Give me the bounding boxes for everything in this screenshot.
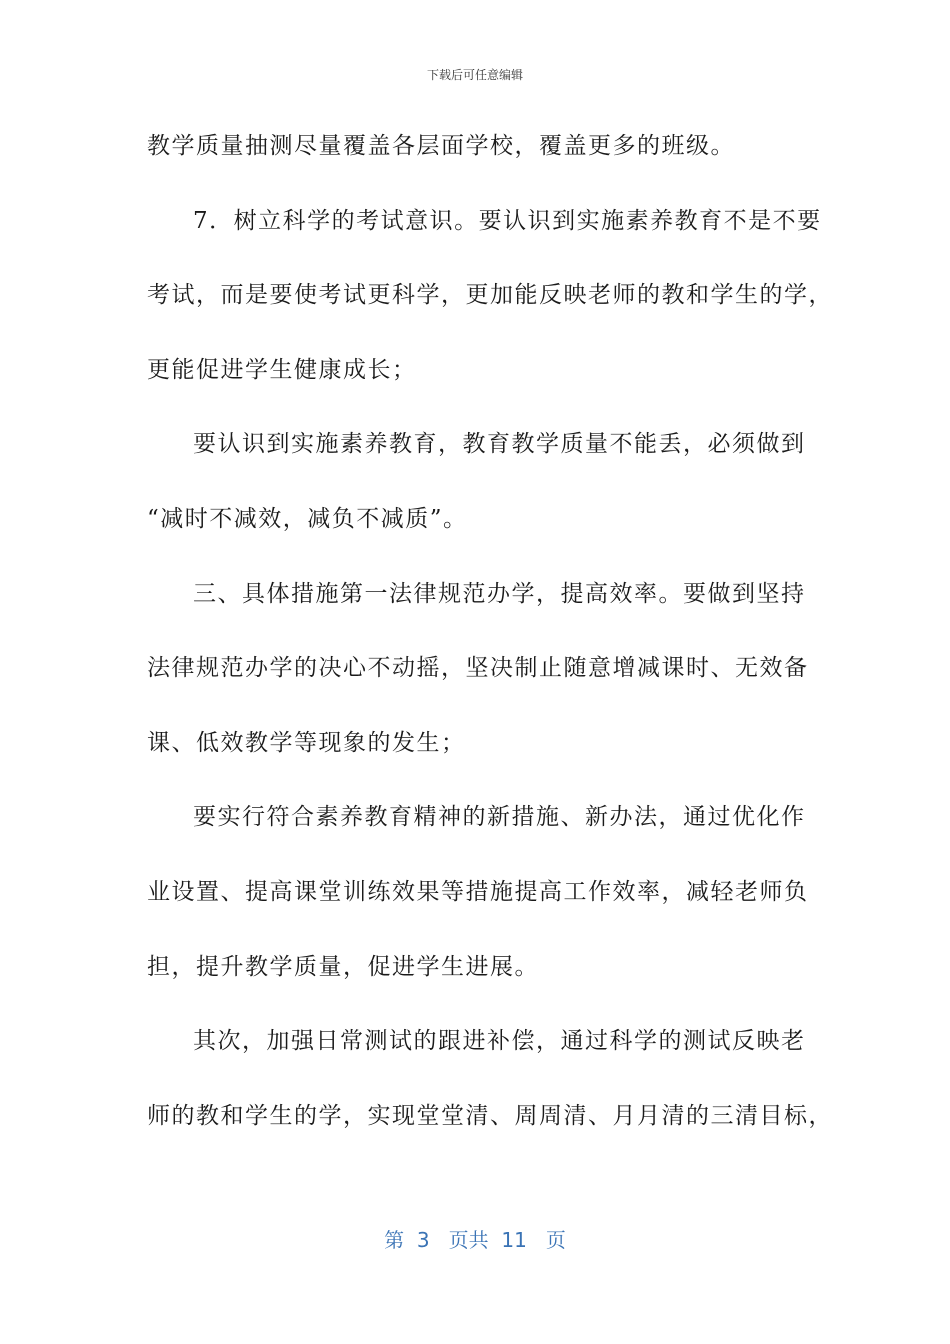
text-line: 三、具体措施第一法律规范办学，提高效率。要做到坚持 xyxy=(193,580,806,607)
text-line: 师的教和学生的学，实现堂堂清、周周清、月月清的三清目标， xyxy=(147,1102,833,1129)
text-line: 7．树立科学的考试意识。要认识到实施素养教育不是不要 xyxy=(193,207,822,234)
text-line: “减时不减效，减负不减质”。 xyxy=(147,505,468,532)
text-line: 担，提升教学质量，促进学生进展。 xyxy=(147,953,539,980)
page-header: 下载后可任意编辑 xyxy=(426,68,523,82)
page-number-footer: 第 3 页共 11 页 xyxy=(384,1228,566,1252)
document-body xyxy=(147,119,833,1163)
text-line: 业设置、提高课堂训练效果等措施提高工作效率，减轻老师负 xyxy=(147,878,809,905)
text-line: 更能促进学生健康成长； xyxy=(147,356,417,383)
text-line: 课、低效教学等现象的发生； xyxy=(147,729,466,756)
text-line: 要实行符合素养教育精神的新措施、新办法，通过优化作 xyxy=(193,804,806,831)
text-line: 法律规范办学的决心不动摇，坚决制止随意增减课时、无效备 xyxy=(147,655,809,682)
text-line: 教学质量抽测尽量覆盖各层面学校，覆盖更多的班级。 xyxy=(147,133,735,159)
text-line: 考试，而是要使考试更科学，更加能反映老师的教和学生的学， xyxy=(147,282,833,309)
text-line: 其次，加强日常测试的跟进补偿，通过科学的测试反映老 xyxy=(193,1028,806,1055)
text-line: 要认识到实施素养教育，教育教学质量不能丢，必须做到 xyxy=(193,431,806,458)
